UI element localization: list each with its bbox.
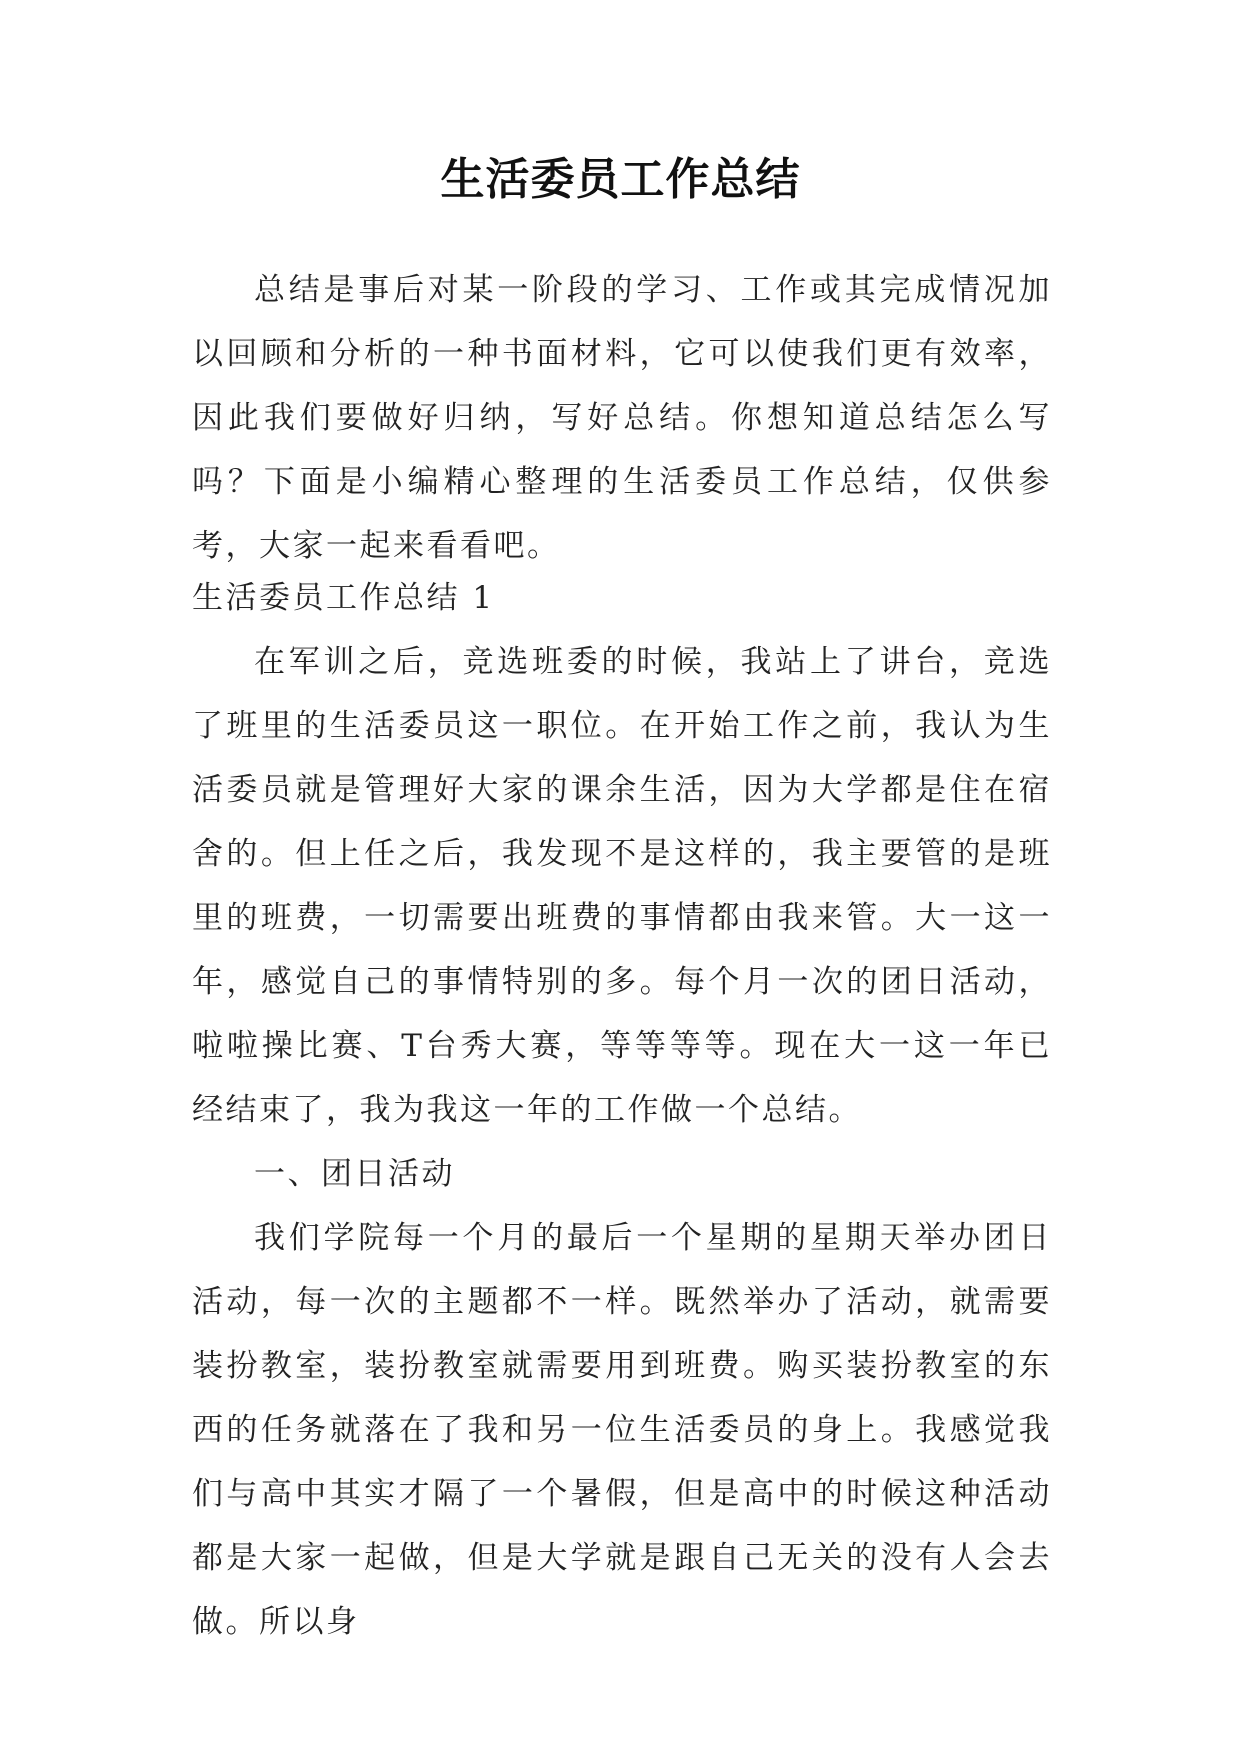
section-heading: 生活委员工作总结 1 <box>192 580 495 616</box>
section-block <box>192 566 1052 1654</box>
intro-block <box>192 258 1052 578</box>
body-paragraph-2: 我们学院每一个月的最后一个星期的星期天举办团日活动，每一次的主题都不一样。既然举办了活动，就需要装扮教室，装扮教室就需要用到班费。购买装扮教室的东西的任务就落在了我和另一位生活委员的身上。我感觉我们与高中其实才隔了一个暑假，但是高中的时候这种活动都是大家一起做，但是大学就是跟自己无关的没有人会去做。所以身 <box>192 1220 1052 1640</box>
subheading-tuanri-activity: 一、团日活动 <box>254 1156 455 1192</box>
body-paragraph-1: 在军训之后，竞选班委的时候，我站上了讲台，竞选了班里的生活委员这一职位。在开始工作之前，我认为生活委员就是管理好大家的课余生活，因为大学都是住在宿舍的。但上任之后，我发现不是这样的，我主要管的是班里的班费，一切需要出班费的事情都由我来管。大一这一年，感觉自己的事情特别的多。每个月一次的团日活动，啦啦操比赛、T台秀大赛，等等等等。现在大一这一年已经结束了，我为我这一年的工作做一个总结。 <box>192 644 1052 1128</box>
intro-paragraph: 总结是事后对某一阶段的学习、工作或其完成情况加以回顾和分析的一种书面材料，它可以使我们更有效率，因此我们要做好归纳，写好总结。你想知道总结怎么写吗？下面是小编精心整理的生活委员工作总结，仅供参考，大家一起来看看吧。 <box>192 272 1052 564</box>
document-title: 生活委员工作总结 <box>440 154 801 205</box>
